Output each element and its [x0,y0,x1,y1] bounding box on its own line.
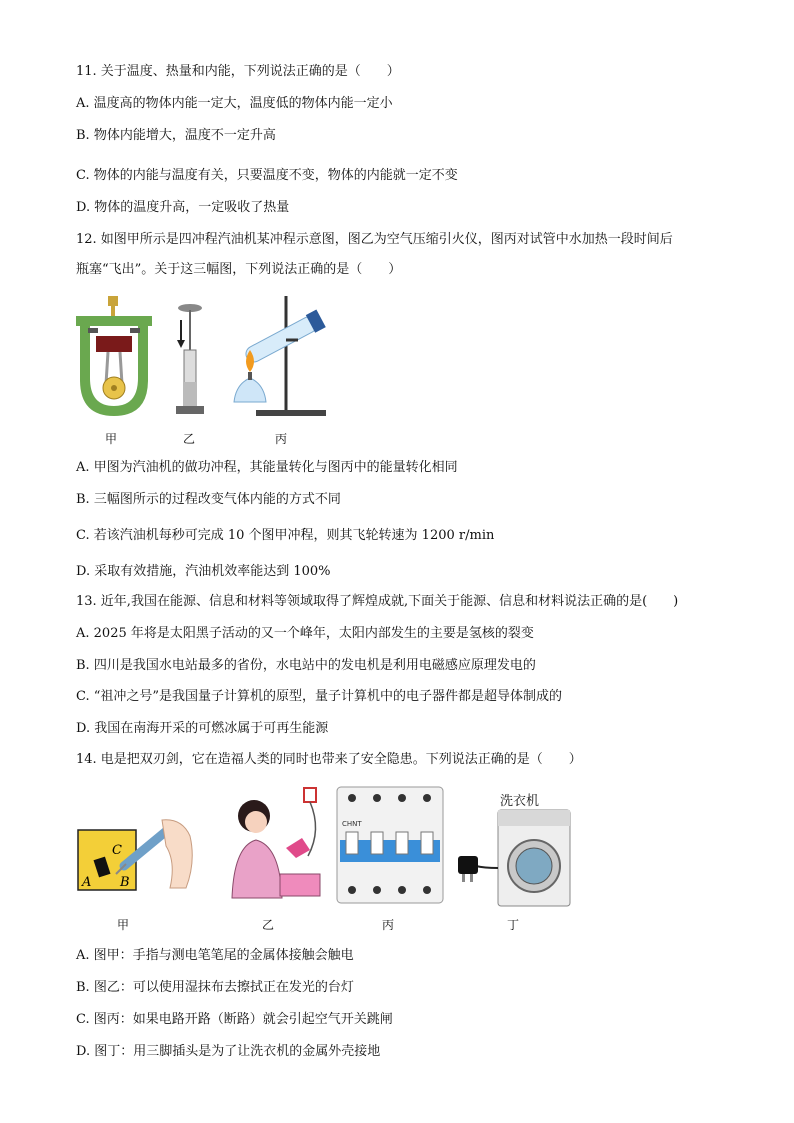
q12-option-b: B. 三幅图所示的过程改变气体内能的方式不同 [76,492,341,507]
q12-caption-jia: 甲 [105,432,118,446]
q11-option-c: C. 物体的内能与温度有关，只要温度不变，物体的内能就一定不变 [76,168,458,183]
q11-option-d: D. 物体的温度升高，一定吸收了热量 [76,200,290,215]
q13-stem: 13. 近年,我国在能源、信息和材料等领域取得了辉煌成就,下面关于能源、信息和材料说法正确的是( ) [76,594,679,609]
pen-letter-c: C [112,843,122,858]
test-tube-heating [226,292,336,420]
q14-caption-bing: 丙 [382,918,395,932]
q11-stem: 11. 关于温度、热量和内能，下列说法正确的是（ ） [76,64,400,79]
q12-stem-line1: 12. 如图甲所示是四冲程汽油机某冲程示意图，图乙为空气压缩引火仪，图丙对试管中水加热一段时间后 [76,232,673,247]
q12-caption-bing: 丙 [275,432,288,446]
q12-option-a: A. 甲图为汽油机的做功冲程，其能量转化与图丙中的能量转化相同 [76,460,458,475]
q13-option-a: A. 2025 年将是太阳黑子活动的又一个峰年，太阳内部发生的主要是氢核的裂变 [76,626,534,641]
q14-option-c: C. 图丙：如果电路开路（断路）就会引起空气开关跳闸 [76,1012,393,1027]
q14-option-b: B. 图乙：可以使用湿抹布去擦拭正在发光的台灯 [76,980,354,995]
q14-caption-jia: 甲 [117,918,130,932]
q14-stem: 14. 电是把双刃剑，它在造福人类的同时也带来了安全隐患。下列说法正确的是（ ） [76,752,582,767]
washer-label: 洗衣机 [500,794,540,809]
q11-option-b: B. 物体内能增大，温度不一定升高 [76,128,276,143]
breaker-brand: CHNT [342,820,362,828]
q13-option-c: C. “祖冲之号”是我国量子计算机的原型，量子计算机中的电子器件都是超导体制成的 [76,689,563,704]
q13-option-d: D. 我国在南海开采的可燃冰属于可再生能源 [76,721,329,736]
washing-machine-figure [454,808,574,908]
pen-letter-a: A [82,875,92,890]
pen-letter-b: B [120,875,130,890]
q13-option-b: B. 四川是我国水电站最多的省份，水电站中的发电机是利用电磁感应原理发电的 [76,658,536,673]
q14-caption-ding: 丁 [507,918,520,932]
q14-option-a: A. 图甲：手指与测电笔笔尾的金属体接触会触电 [76,948,354,963]
q12-option-d: D. 采取有效措施，汽油机效率能达到 100% [76,564,331,579]
desk-lamp-figure [226,786,324,904]
air-compression-igniter [170,302,210,420]
circuit-breaker-figure [336,786,444,904]
engine-diagram [74,292,154,420]
q12-option-c: C. 若该汽油机每秒可完成 10 个图甲冲程，则其飞轮转速为 1200 r/min [76,528,495,543]
q14-caption-yi: 乙 [262,918,275,932]
q14-option-d: D. 图丁：用三脚插头是为了让洗衣机的金属外壳接地 [76,1044,381,1059]
q12-stem-line2: 瓶塞“飞出”。关于这三幅图，下列说法正确的是（ ） [76,262,402,277]
q11-option-a: A. 温度高的物体内能一定大，温度低的物体内能一定小 [76,96,393,111]
q12-caption-yi: 乙 [183,432,196,446]
test-pen-figure [74,818,198,896]
